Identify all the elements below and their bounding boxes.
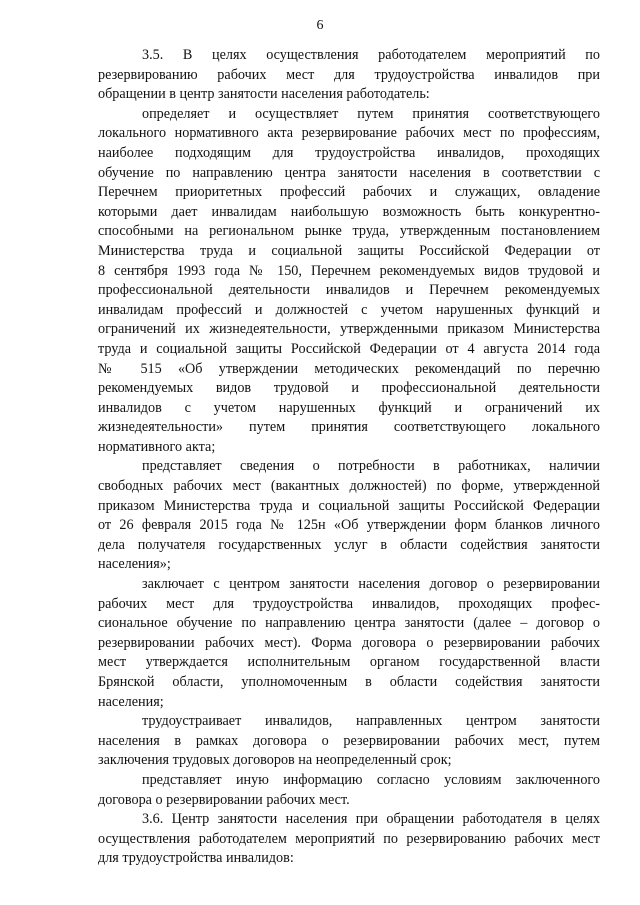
text-line: договора о резервировании рабочих мест. — [98, 791, 350, 808]
text-line: инвалидов с учетом нарушенных функций и ограничений их — [98, 399, 600, 416]
text-line: 3.6. Центр занятости населения при обращении работодателя в целях — [142, 811, 600, 828]
text-line: населения»; — [98, 556, 171, 573]
paragraph-p-3-5 — [98, 46, 600, 105]
text-line: мест утверждается исполнительным органом государственной власти — [98, 654, 600, 671]
text-line: жизнедеятельности» путем принятия соответствующего локального — [98, 419, 600, 436]
text-line: заключения трудовых договоров на неопределенный срок; — [98, 752, 452, 769]
paragraph-p-predstavlyaet-1 — [98, 457, 600, 575]
body-text — [98, 46, 600, 869]
text-line: труда и социальной защиты Российской Федерации от 4 августа 2014 года — [98, 340, 600, 357]
text-line: профессиональной деятельности инвалидов и Перечнем рекомендуемых — [98, 282, 600, 299]
text-line: 8 сентября 1993 года № 150, Перечнем рекомендуемых видов трудовой и — [98, 262, 600, 279]
text-line: заключает с центром занятости населения договор о резервировании — [142, 576, 600, 593]
text-line: рекомендуемых видов трудовой и профессиональной деятельности — [98, 380, 600, 397]
text-line: населения в рамках договора о резервировании рабочих мест, путем — [98, 732, 600, 749]
paragraph-p-zaklyuchaet — [98, 575, 600, 712]
text-line: Перечнем приоритетных профессий рабочих и служащих, овладение — [98, 184, 600, 201]
text-line: обучение по направлению центра занятости населения в соответствии с — [98, 164, 600, 181]
text-line: которыми дает инвалидам наибольшую возможность быть конкурентно- — [98, 203, 600, 220]
text-line: представляет иную информацию согласно условиям заключенного — [142, 771, 600, 788]
paragraph-p-opredelyaet — [98, 105, 600, 458]
paragraph-p-predstavlyaet-2 — [98, 771, 600, 810]
text-line: сиональное обучение по направлению центра занятости (далее – договор о — [98, 615, 600, 632]
text-line: 3.5. В целях осуществления работодателем мероприятий по — [142, 47, 600, 63]
text-line: нормативного акта; — [98, 438, 216, 455]
text-line: рабочих мест для трудоустройства инвалидов, проходящих профес- — [98, 595, 600, 612]
text-line: ограничений их жизнедеятельности, утвержденными приказом Министерства — [98, 321, 600, 338]
text-line: приказом Министерства труда и социальной защиты Российской Федерации — [98, 497, 600, 514]
text-line: инвалидам профессий и должностей с учетом нарушенных функций и — [98, 301, 600, 318]
text-line: Брянской области, уполномоченным в области содействия занятости — [98, 674, 600, 690]
text-line: Министерства труда и социальной защиты Российской Федерации от — [98, 242, 600, 259]
text-line: резервировании рабочих мест). Форма договора о резервировании рабочих — [98, 634, 600, 651]
page-number: 6 — [316, 18, 324, 33]
text-line: наиболее подходящим для трудоустройства инвалидов, проходящих — [98, 144, 600, 161]
paragraph-p-3-6 — [98, 810, 600, 869]
text-line: обращении в центр занятости населения работодатель: — [98, 86, 430, 103]
text-line: № 515 «Об утверждении методических рекомендаций по перечню — [98, 360, 600, 377]
text-line: свободных рабочих мест (вакантных должностей) по форме, утвержденной — [98, 478, 600, 495]
text-line: способными на региональном рынке труда, утвержденным постановлением — [98, 223, 600, 240]
text-line: осуществления работодателем мероприятий по резервированию рабочих мест — [98, 830, 600, 847]
text-line: населения; — [98, 693, 164, 710]
text-line: представляет сведения о потребности в работниках, наличии — [142, 458, 600, 475]
text-line: трудоустраивает инвалидов, направленных центром занятости — [142, 713, 600, 730]
text-line: резервированию рабочих мест для трудоустройства инвалидов при — [98, 66, 600, 83]
text-line: для трудоустройства инвалидов: — [98, 850, 294, 867]
text-line: дела получателя государственных услуг в области содействия занятости — [98, 536, 600, 553]
text-line: локального нормативного акта резервирование рабочих мест по профессиям, — [98, 125, 600, 142]
text-line: от 26 февраля 2015 года № 125н «Об утверждении форм бланков личного — [98, 517, 600, 534]
paragraph-p-trudoustraivaet — [98, 712, 600, 771]
text-line: определяет и осуществляет путем принятия соответствующего — [142, 105, 600, 122]
